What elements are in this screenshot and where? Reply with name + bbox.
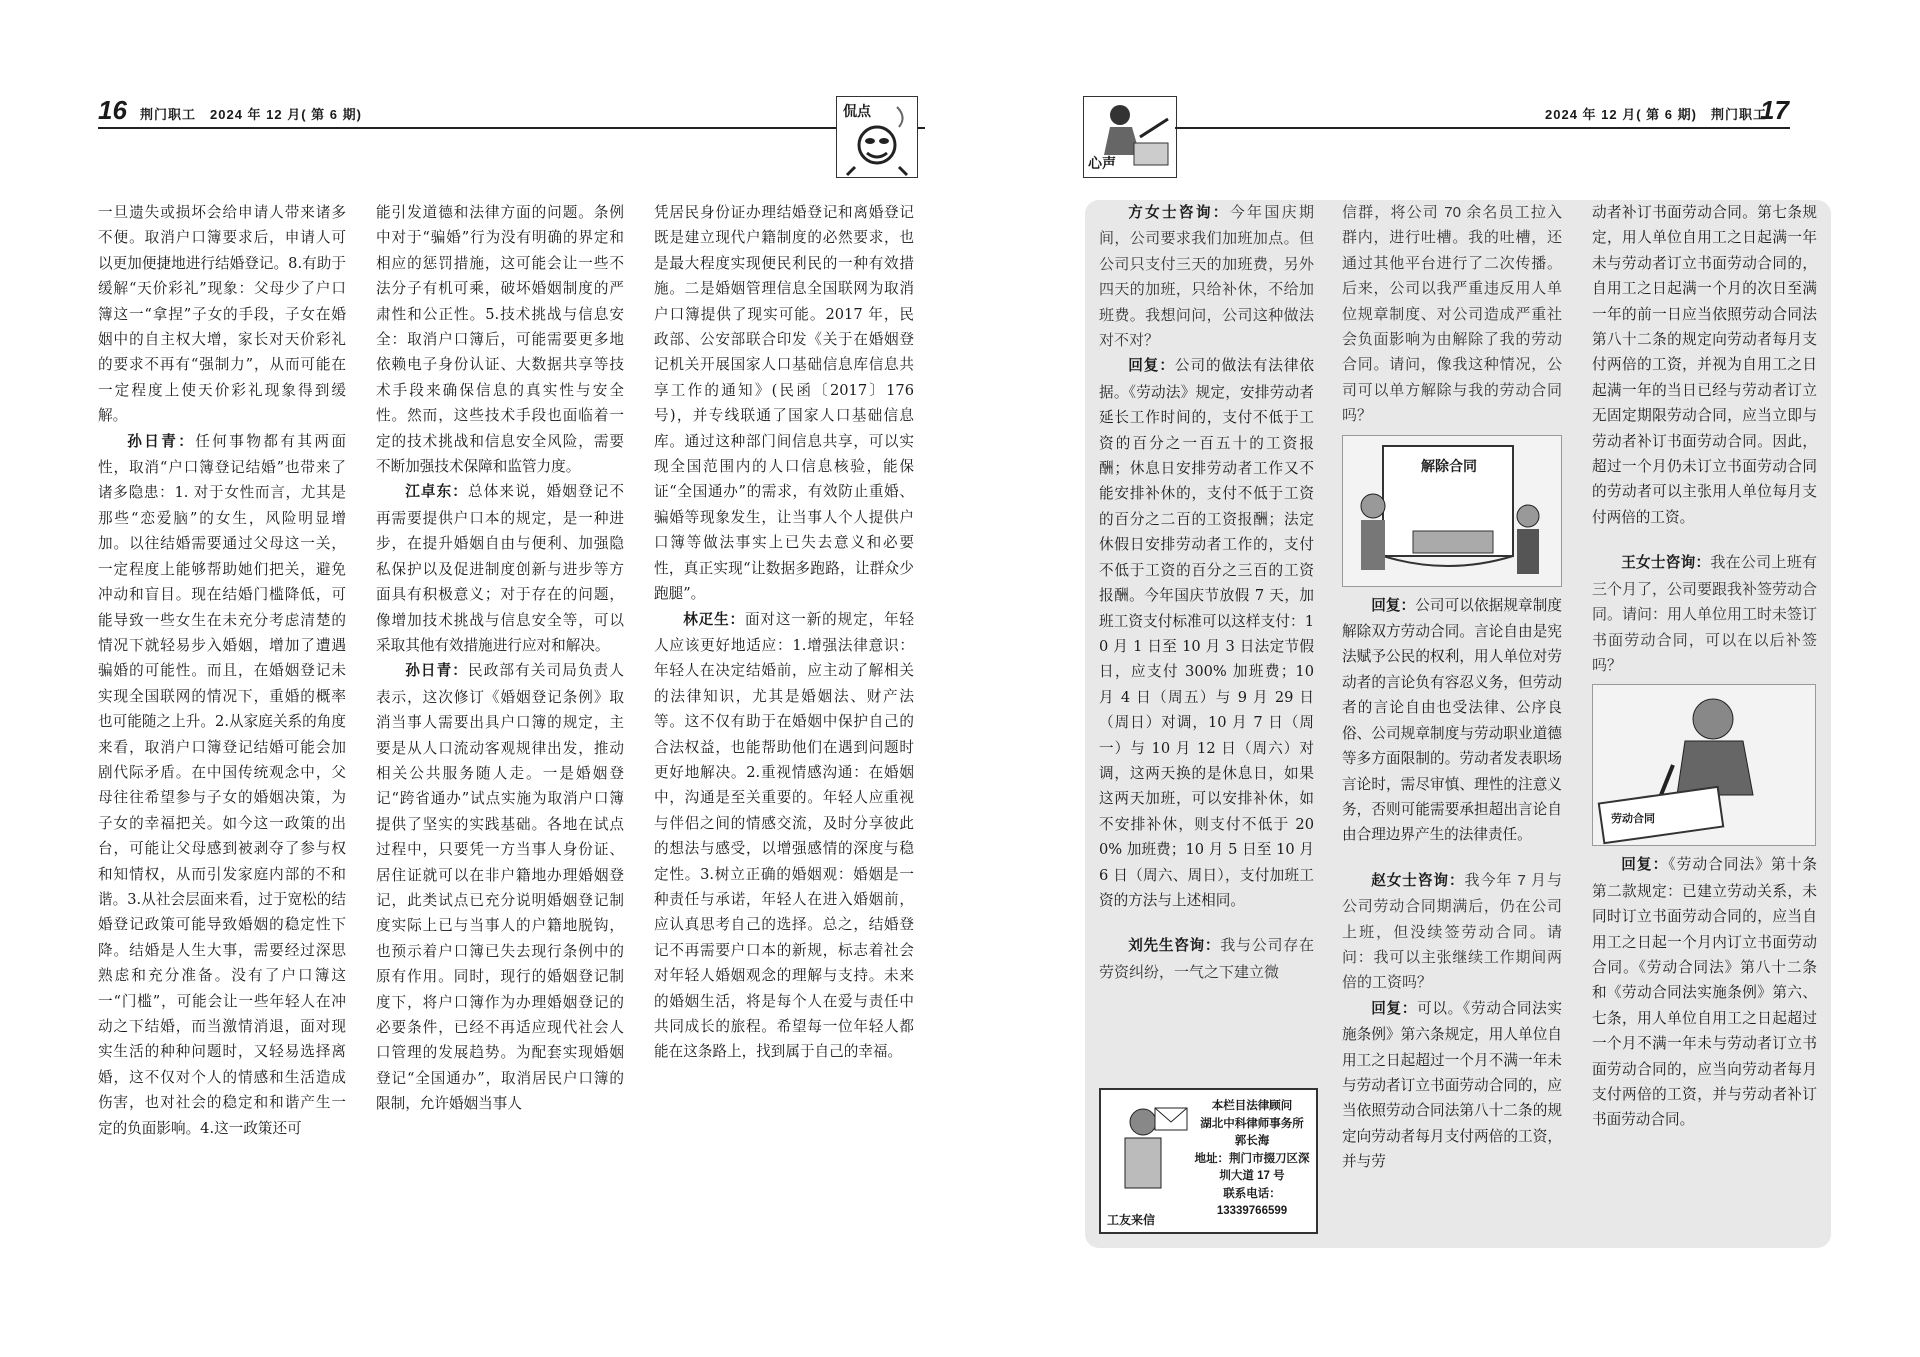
column-logo-right [1083,96,1177,178]
page-number-left: 16 [98,95,127,125]
left-column-3 [654,200,914,1065]
paragraph-text: 面对这一新的规定，年轻人应该更好地适应：1.增强法律意识：年轻人在决定结婚前，应主动了解相关的法律知识，尤其是婚姻法、财产法等。这不仅有助于在婚姻中保护自己的合法权益，也能帮助他们在遇到问题时更好地解决。2.重视情感沟通：在婚姻中，沟通是至关重要的。年轻人应重视与伴侣之间的情感交流，及时分享彼此的想法与感受，以增强感情的深度与稳定性。3.树立正确的婚姻观：婚姻是一种责任与承诺，年轻人在进入婚姻前，应认真思考自己的选择。总之，结婚登记不再需要户口本的新规，标志着社会对年轻人婚姻观念的理解与支持。未来的婚姻生活，将是每个人在爱与责任中共同成长的旅程。希望每一位年轻人都能在这条路上，找到属于自己的幸福。 [654,610,914,1061]
speaker-name: 回复： [1371,597,1416,614]
speaker-name: 方女士咨询： [1128,205,1230,221]
right-column-3 [1592,200,1817,1133]
header-left: 荆门职工 2024 年 12 月( 第 6 期) [140,107,362,122]
paragraph [1099,353,1314,913]
paragraph [1342,868,1562,996]
paragraph [654,607,914,1065]
paragraph: 能引发道德和法律方面的问题。条例中对于“骗婚”行为没有明确的界定和相应的惩罚措施，这可能会让一些不法分子有机可乘，破坏婚姻制度的严肃性和公正性。5.技术挑战与信息安全：取消户口簿后，可能需要更多地依赖电子身份认证、大数据共享等技术手段来确保信息的真实性与安全性。然而，这些技术手段也面临着一定的技术挑战和信息安全风险，需要不断加强技术保障和监管力度。 [376,204,624,476]
right-column-1 [1099,200,1314,985]
paragraph [1099,933,1314,985]
paragraph [376,658,624,1116]
speaker-name: 回复： [1621,857,1669,874]
paragraph [98,429,346,1141]
speaker-name: 刘先生咨询： [1128,938,1221,955]
cartoon-face-icon [837,97,917,177]
mail-worker-icon [1105,1096,1195,1216]
advisor-line: 地址：荆门市掇刀区深圳大道 17 号 [1194,1152,1310,1182]
paragraph-text: 今年国庆期间，公司要求我们加班加点。但公司只支付三天的加班费，另外四天的加班，只给补休，不给加班费。我想问问，公司这种做法对不对？ [1099,204,1314,350]
illustration-contract-termination [1342,435,1562,587]
legal-advisor-text [1193,1098,1316,1221]
column-logo-label: 心声 [1088,155,1116,171]
advisor-line: 联系电话： [1223,1187,1281,1200]
paragraph-text: 任何事物都有其两面性，取消“户口簿登记结婚”也带来了诸多隐患：1. 对于女性而言，尤其是那些“恋爱脑”的女生，风险明显增加。以往结婚需要通过父母这一关，一定程度上能够帮助她们把关，避免冲动和盲目。现在结婚门槛降低，可能导致一些女生在未充分考虑清楚的情况下就轻易步入婚姻，增加了遭遇骗婚的可能性。而且，在婚姻登记未实现全国联网的情况下，重婚的概率也可能随之上升。2.从家庭关系的角度来看，取消户口簿登记结婚可能会加剧代际矛盾。在中国传统观念中，父母往往希望参与子女的婚姻决策，为子女的幸福把关。如今这一政策的出台，可能让父母感到被剥夺了参与权和知情权，从而引发家庭内部的不和谐。3.从社会层面来看，过于宽松的结婚登记政策可能导致婚姻的稳定性下降。结婚是人生大事，需要经过深思熟虑和充分准备。没有了户口簿这一“门槛”，可能会让一些年轻人在冲动之下结婚，而当激情消退，面对现实生活的种种问题时，又轻易选择离婚，这不仅对个人的情感和生活造成伤害，也对社会的稳定和和谐产生一定的负面影响。4.这一政策还可 [98,432,346,1137]
paragraph-text: 我今年 7 月与公司劳动合同期满后，仍在公司上班，但没续签劳动合同。请问：我可以主张继续工作期间两倍的工资吗？ [1342,871,1562,992]
paragraph [1342,593,1562,848]
header-rule-right [1175,127,1790,129]
speaker-name: 回复： [1371,1000,1418,1017]
speaker-name: 回复： [1128,358,1175,375]
paragraph: 凭居民身份证办理结婚登记和离婚登记既是建立现代户籍制度的必然要求，也是最大程度实现便民利民的一种有效措施。二是婚姻管理信息全国联网为取消户口簿提供了现实可能。2017 年，民政部、公安部联合印发《关于在婚姻登记机关开展国家人口基础信息库信息共享工作的通知》(民函〔2017〕176 号)，并专线联通了国家人口基础信息库。通过这种部门间信息共享，可以实现全国范围内的人口信息核验，能保证“全国通办”的需求，有效防止重婚、骗婚等现象发生，让当事人个人提供户口簿等做法事实上已失去意义和必要性，真正实现“让数据多跑路，让群众少跑腿”。 [654,204,914,603]
paragraph: 一旦遗失或损坏会给申请人带来诸多不便。取消户口簿要求后，申请人可以更加便捷地进行结婚登记。8.有助于缓解“天价彩礼”现象：父母少了户口簿这一“拿捏”子女的手段，子女在婚姻中的自主权大增，家长对天价彩礼的要求不再有“强制力”，从而可能在一定程度上使天价彩礼现象得到缓解。 [98,204,346,425]
paragraph [1592,852,1817,1132]
paragraph-text: 我在公司上班有三个月了，公司要跟我补签劳动合同。请问：用人单位用工时未签订书面劳动合同，可以在以后补签吗？ [1592,554,1818,674]
paragraph [1342,996,1562,1175]
left-column-2 [376,200,624,1117]
right-column-2 [1342,200,1562,1175]
advisor-caption: 工友来信 [1107,1213,1156,1227]
header-rule-left [98,127,836,129]
column-logo-label: 侃点 [843,103,871,119]
paragraph: 动者补订书面劳动合同。第七条规定，用人单位自用工之日起满一年未与劳动者订立书面劳动合同的，自用工之日起满一个月的次日至满一年的前一日应当依照劳动合同法第八十二条的规定向劳动者每月支付两倍的工资，并视为自用工之日起满一年的当日已经与劳动者订立无固定期限劳动合同，应当立即与劳动者补订书面劳动合同。因此，超过一个月仍未订立书面劳动合同的劳动者可以主张用人单位每月支付两倍的工资。 [1592,204,1817,526]
header-right: 2024 年 12 月( 第 6 期) 荆门职工 [1545,107,1767,122]
paragraph-text: 可以。《劳动合同法实施条例》第六条规定，用人单位自用工之日起超过一个月不满一年未与劳动者订立书面劳动合同的，应当依照劳动合同法第八十二条的规定向劳动者每月支付两倍的工资，并与劳 [1342,999,1562,1171]
page-number-right: 17 [1760,95,1789,125]
illustration-label: 劳动合同 [1611,813,1655,826]
speaker-name: 孙日青： [405,663,469,680]
speaker-name: 王女士咨询： [1621,555,1711,572]
speaker-name: 赵女士咨询： [1371,872,1465,889]
advisor-line: 湖北中科律师事务所 郭长海 [1200,1117,1316,1147]
speaker-name: 江卓东： [405,484,469,501]
column-logo-left [836,96,918,178]
advisor-line: 本栏目法律顾问 [1211,1100,1293,1112]
paragraph-text: 总体来说，婚姻登记不再需要提供户口本的规定，是一种进步，在提升婚姻自由与便利、加强隐私保护以及促进制度创新与进步等方面具有积极意义；对于存在的问题，像增加技术挑战与信息安全等，可以采取其他有效措施进行应对和解决。 [376,483,624,654]
illustration-labor-contract [1592,684,1816,846]
paragraph [1342,200,1562,429]
paragraph [376,479,624,658]
paragraph-text: 《劳动合同法》第十条第二款规定：已建立劳动关系，未同时订立书面劳动合同的，应当自用工之日起一个月内订立书面劳动合同。《劳动合同法》第八十二条和《劳动合同法实施条例》第六、七条，用人单位自用工之日起超过一个月不满一年未与劳动者订立书面劳动合同的，应当向劳动者每月支付两倍的工资，并与劳动者补订书面劳动合同。 [1592,856,1817,1129]
illustration-label: 解除合同 [1421,457,1477,474]
paragraph-text: 公司的做法有法律依据。《劳动法》规定，安排劳动者延长工作时间的，支付不低于工资的百分之一百五十的工资报酬；休息日安排劳动者工作又不能安排补休的，支付不低于工资的百分之二百的工资报酬；法定休假日安排劳动者工作的，支付不低于工资的百分之三百的工资报酬。今年国庆节放假 7 天，加班工资支付标准可以这样支付：10 月 1 日至 10 月 3 日法定节假日，应支付 300% 加班费；10 月 4 日（周五）与 9 月 29 日（周日）对调，10 月 7 日（周一）与 10 月 12 日（周六）对调，这两天换的是休息日，如果这两天加班，可以安排补休，如不安排补休，则支付不低于 200% 加班费；10 月 5 日至 10 月 6 日（周六、周日），支付加班工资的方法与上述相同。 [1099,357,1314,909]
speaker-name: 林疋生： [683,611,745,628]
paragraph-text: 公司可以依据规章制度解除双方劳动合同。言论自由是宪法赋予公民的权利，用人单位对劳动者的言论负有容忍义务，但劳动者的言论自由也受法律、公序良俗、公司规章制度与劳动职业道德等多方面限制的。劳动者发表职场言论时，需尽审慎、理性的注意义务，否则可能需要承担超出言论自由合理边界产生的法律责任。 [1342,596,1562,844]
paragraph-text: 民政部有关司局负责人表示，这次修订《婚姻登记条例》取消当事人需要出具户口簿的规定，主要是从人口流动客观规律出发，推动相关公共服务随人走。一是婚姻登记“跨省通办”试点实施为取消户口簿提供了坚实的实践基础。各地在试点过程中，只要凭一方当事人身份证、居住证就可以在非户籍地办理婚姻登记，此类试点已充分说明婚姻登记制度实际上已与当事人的户籍地脱钩，也预示着户口簿已失去现行条例中的原有作用。同时，现行的婚姻登记制度下，将户口簿作为办理婚姻登记的必要条件，已经不再适应现代社会人口管理的发展趋势。为配套实现婚姻登记“全国通办”，取消居民户口簿的限制，允许婚姻当事人 [376,662,624,1113]
legal-advisor-box [1099,1088,1318,1234]
paragraph [1592,550,1817,678]
advisor-line: 13339766599 [1216,1205,1288,1217]
paragraph-text: 我与公司存在劳资纠纷，一气之下建立微 [1099,937,1314,981]
paragraph [1099,200,1314,353]
left-column-1 [98,200,346,1141]
speaker-name: 孙日青： [127,433,196,450]
paragraph-text: 信群，将公司 70 余名员工拉入群内，进行吐槽。我的吐槽，还通过其他平台进行了二次传播。后来，公司以我严重违反用人单位规章制度、对公司造成严重社会负面影响为由解除了我的劳动合同。请问，像我这种情况，公司可以单方解除与我的劳动合同吗？ [1342,204,1562,425]
